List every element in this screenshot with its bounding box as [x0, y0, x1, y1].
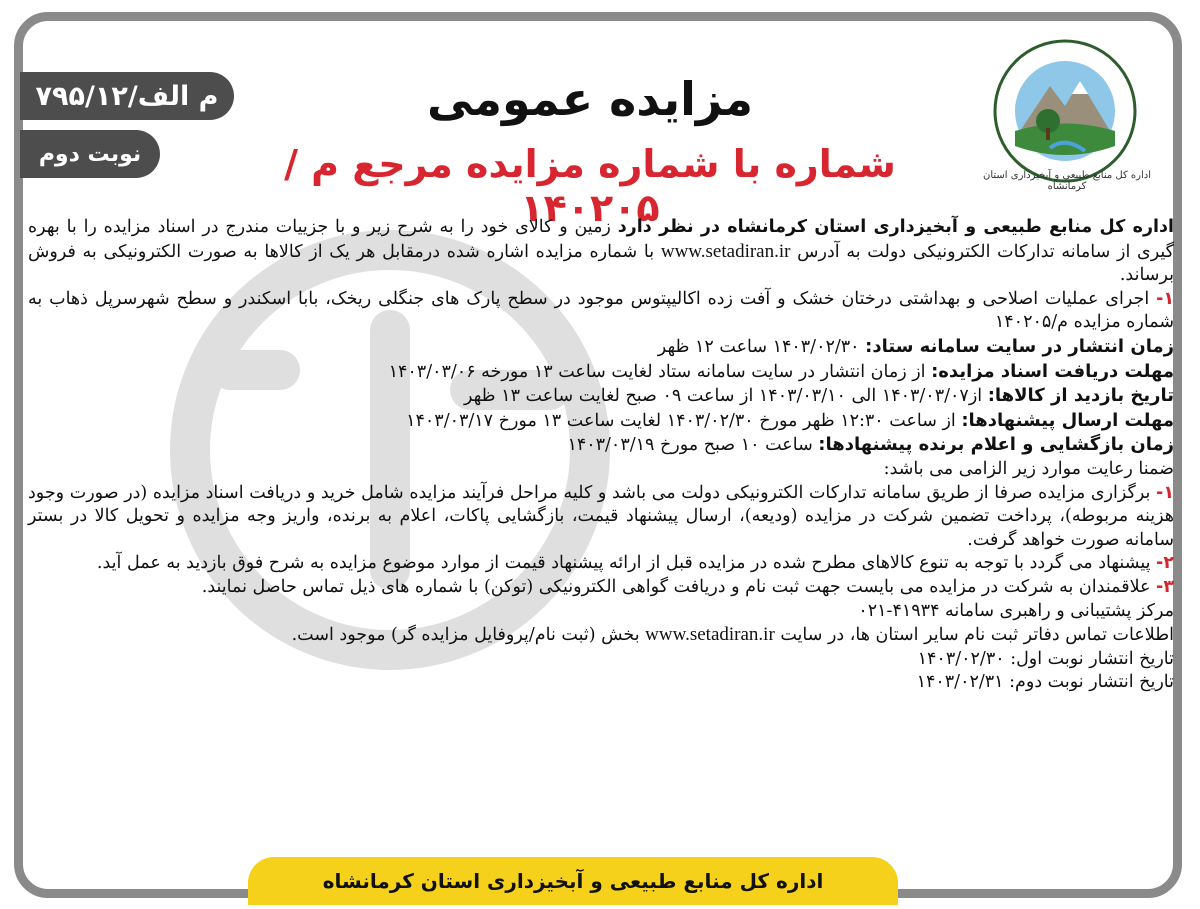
intro-paragraph [28, 216, 1174, 288]
item-1 [28, 288, 1174, 335]
support-center: مرکز پشتیبانی و راهبری سامانه ۴۱۹۳۴-۰۲۱ [858, 600, 1174, 621]
auction-number-subtitle: شماره با شماره مزایده مرجع م / ۱۴۰۲۰۵ [284, 142, 896, 230]
note-text: برگزاری مزایده صرفا از طریق سامانه تدارکات الکترونیکی دولت می باشد و کلیه مراحل فرآیند مزایده شامل خرید و دریافت اسناد مزایده (در صورت وجود هزینه مربوطه)، پرداخت تضمین شرکت در مزایده (ودیعه)، ارسال پیشنهاد قیمت، بازگشایی پاکات، اعلام به برنده، واریز وجه مزایده و تحویل کالا در بستر سامانه صورت خواهد گرفت. [28, 482, 1174, 550]
schedule-publish [28, 335, 1174, 360]
schedule-label: زمان بازگشایی و اعلام برنده پیشنهادها: [818, 434, 1174, 456]
intro-text-2: با شماره مزایده اشاره شده درمقابل هر یک از کالاها به صورت الکترونیکی به فروش برساند. [28, 241, 1174, 286]
setadiran-contact-link[interactable]: www.setadiran.ir [645, 624, 775, 646]
note-3 [28, 576, 1174, 600]
schedule-documents [28, 360, 1174, 385]
contact-text-1: اطلاعات تماس دفاتر ثبت نام سایر استان ها، در سایت [774, 625, 1174, 646]
schedule-value: ساعت ۱۰ صبح مورخ ۱۴۰۳/۰۳/۱۹ [567, 435, 819, 456]
schedule-opening [28, 433, 1174, 458]
contact-info [28, 623, 1174, 648]
note-2 [28, 552, 1174, 576]
organization-logo-icon [990, 36, 1140, 186]
note-text: پیشنهاد می گردد با توجه به تنوع کالاهای مطرح شده در مزایده قبل از ارائه پیشنهاد قیمت از موارد موضوع مزایده به شرح فوق بازدید به عمل آید. [96, 553, 1157, 574]
publish-date-second: تاریخ انتشار نوبت دوم: ۱۴۰۳/۰۲/۳۱ [916, 672, 1174, 693]
schedule-visit [28, 384, 1174, 409]
logo-caption: اداره کل منابع طبیعی و آبخیزداری استان کرمانشاه [983, 170, 1151, 192]
note-text: علاقمندان به شرکت در مزایده می بایست جهت ثبت نام و دریافت گواهی الکترونیکی (توکن) با شماره های ذیل تماس حاصل نمایند. [201, 576, 1157, 597]
item-1-text: اجرای عملیات اصلاحی و بهداشتی درختان خشک و آفت زده اکالیپتوس موجود در سطح پارک های جنگلی ریخک، بابا اسکندر و سطح شهرسرپل ذهاب به شماره مزایده م/۱۴۰۲۰۵ [28, 288, 1174, 333]
reference-code-badge: ۷۹۵/م الف/۱۲ [20, 72, 234, 120]
page-title: مزایده عمومی [427, 72, 753, 126]
schedule-submission [28, 409, 1174, 434]
intro-text-1: زمین و کالای خود را به شرح زیر و با جزییات مندرج در اسناد مزایده را با بهره گیری از سامانه تدارکات الکترونیکی دولت به آدرس [28, 217, 1174, 262]
schedule-label: زمان انتشار در سایت سامانه ستاد: [865, 335, 1174, 357]
announcement-body [28, 216, 1174, 695]
schedule-label: مهلت ارسال پیشنهادها: [961, 409, 1174, 431]
note-1 [28, 482, 1174, 553]
contact-text-2: بخش (ثبت نام/پروفایل مزایده گر) موجود است. [291, 625, 646, 646]
notes-lead: ضمنا رعایت موارد زیر الزامی می باشد: [883, 458, 1174, 479]
publication-round-badge: نوبت دوم [20, 130, 160, 178]
intro-bold: اداره کل منابع طبیعی و آبخیزداری استان کرمانشاه در نظر دارد [617, 217, 1175, 237]
item-1-number: ۱- [1156, 288, 1175, 309]
schedule-label: تاریخ بازدید از کالاها: [987, 385, 1174, 407]
publish-date-first: تاریخ انتشار نوبت اول: ۱۴۰۳/۰۲/۳۰ [917, 648, 1174, 669]
schedule-value: از ساعت ۱۲:۳۰ ظهر مورخ ۱۴۰۳/۰۲/۳۰ لغایت ساعت ۱۳ مورخ ۱۴۰۳/۰۳/۱۷ [406, 410, 962, 431]
setadiran-link[interactable]: www.setadiran.ir [660, 240, 791, 262]
footer-banner: اداره کل منابع طبیعی و آبخیزداری استان کرمانشاه [248, 857, 898, 905]
schedule-value: ۱۴۰۳/۰۲/۳۰ ساعت ۱۲ ظهر [657, 336, 866, 357]
note-number: ۱- [1156, 482, 1174, 503]
schedule-label: مهلت دریافت اسناد مزایده: [931, 360, 1174, 382]
schedule-value: از زمان انتشار در سایت سامانه ستاد لغایت ساعت ۱۳ مورخه ۱۴۰۳/۰۳/۰۶ [388, 361, 932, 382]
schedule-value: از۱۴۰۳/۰۳/۰۷ الی ۱۴۰۳/۰۳/۱۰ از ساعت ۰۹ صبح لغایت ساعت ۱۳ ظهر [463, 386, 988, 407]
note-number: ۲- [1156, 553, 1174, 574]
note-number: ۳- [1156, 576, 1174, 597]
